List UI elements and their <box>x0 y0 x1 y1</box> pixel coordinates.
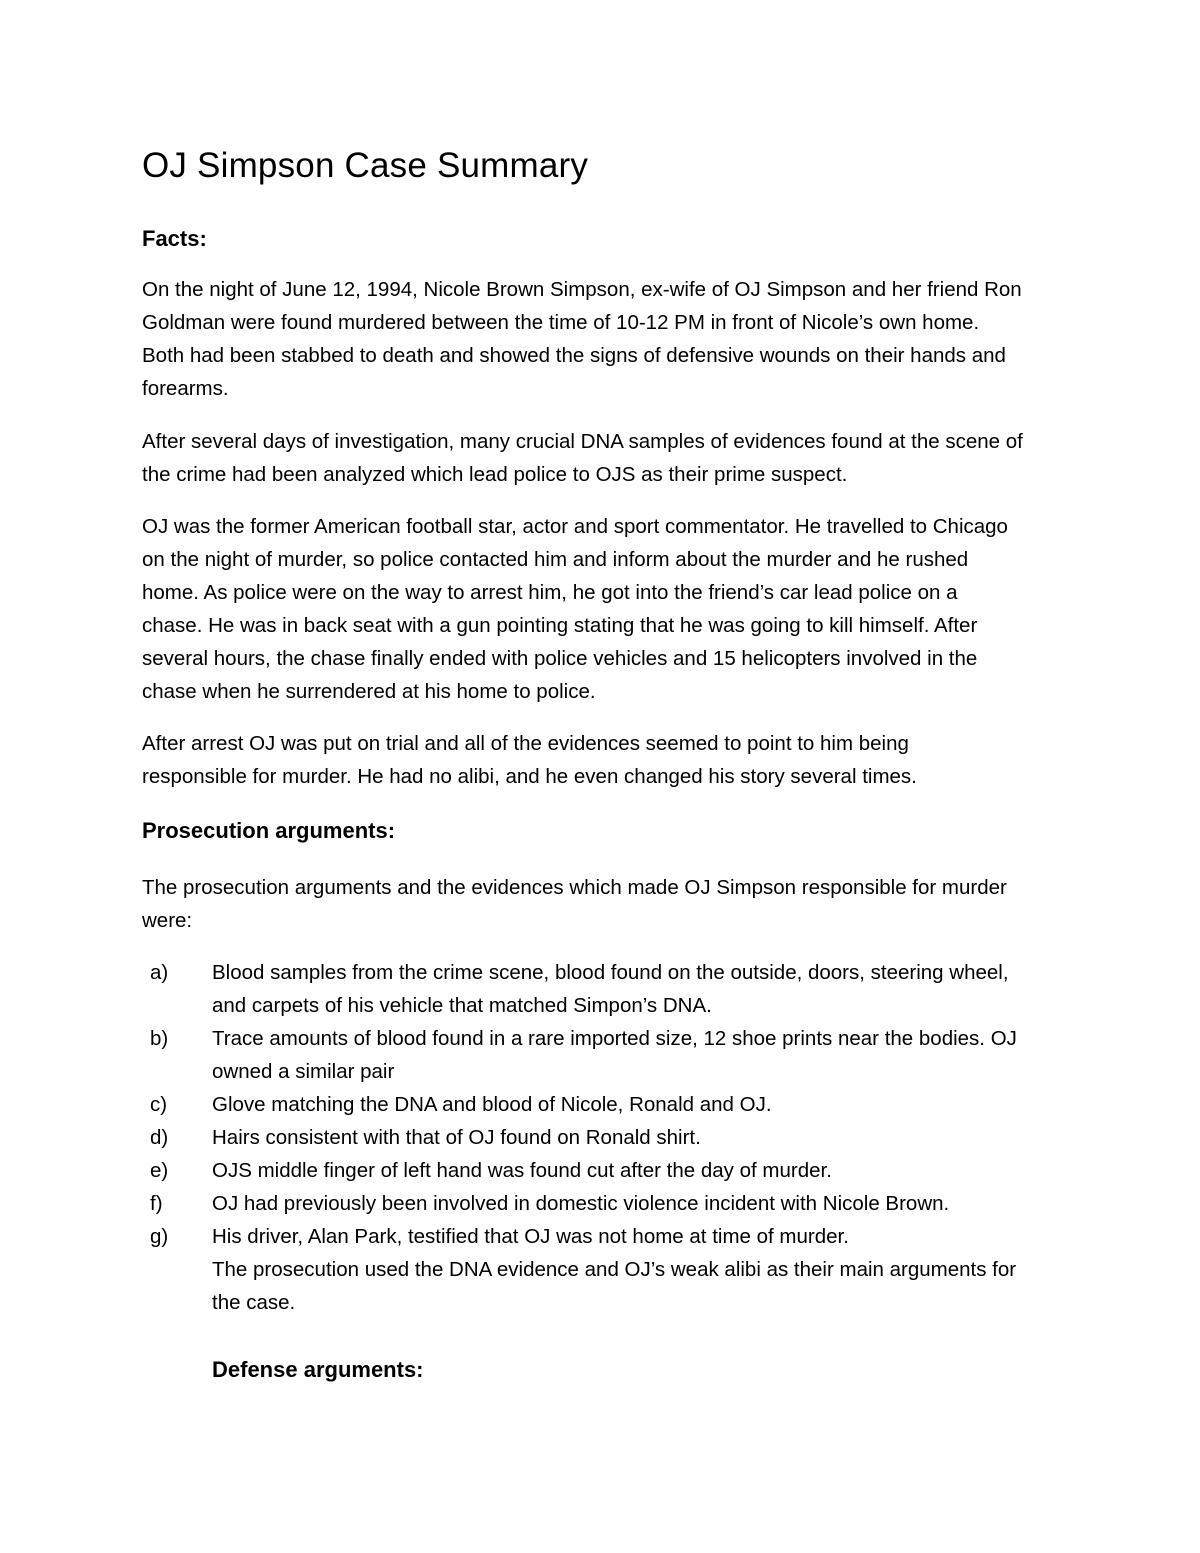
facts-paragraph-2 <box>142 425 1072 491</box>
defense-heading: Defense arguments: <box>212 1357 424 1382</box>
prosecution-closing <box>212 1253 1072 1319</box>
text-line: After several days of investigation, many crucial DNA samples of evidences found at the scene of <box>142 430 1023 453</box>
prosecution-heading: Prosecution arguments: <box>142 818 396 843</box>
list-item <box>142 1088 1072 1121</box>
text-line: Goldman were found murdered between the time of 10-12 PM in front of Nicole’s own home. <box>142 311 980 334</box>
list-marker: d) <box>150 1126 169 1149</box>
list-marker: b) <box>150 1027 169 1050</box>
text-line: His driver, Alan Park, testified that OJ was not home at time of murder. <box>212 1225 849 1248</box>
facts-heading: Facts: <box>142 226 207 251</box>
list-item <box>142 1121 1072 1154</box>
text-line: were: <box>142 909 193 932</box>
prosecution-evidence-list <box>142 956 1072 1253</box>
text-line: Both had been stabbed to death and showed the signs of defensive wounds on their hands and <box>142 344 1006 367</box>
list-item <box>142 956 1072 1022</box>
prosecution-intro <box>142 871 1072 937</box>
facts-paragraph-1 <box>142 273 1072 405</box>
text-line: The prosecution arguments and the evidences which made OJ Simpson responsible for murder <box>142 876 1007 899</box>
text-line: several hours, the chase finally ended with police vehicles and 15 helicopters involved in the <box>142 647 978 670</box>
text-line: OJ was the former American football star, actor and sport commentator. He travelled to Chicago <box>142 515 1008 538</box>
text-line: OJS middle finger of left hand was found cut after the day of murder. <box>212 1159 832 1182</box>
list-marker: f) <box>150 1192 163 1215</box>
list-item <box>142 1220 1072 1253</box>
facts-paragraph-4 <box>142 727 1072 793</box>
text-line: On the night of June 12, 1994, Nicole Brown Simpson, ex-wife of OJ Simpson and her friend Ron <box>142 278 1022 301</box>
text-line: the crime had been analyzed which lead police to OJS as their prime suspect. <box>142 463 848 486</box>
text-line: owned a similar pair <box>212 1060 395 1083</box>
text-line: Glove matching the DNA and blood of Nicole, Ronald and OJ. <box>212 1093 772 1116</box>
list-item <box>142 1022 1072 1088</box>
text-line: Trace amounts of blood found in a rare imported size, 12 shoe prints near the bodies. OJ <box>212 1027 1017 1050</box>
text-line: forearms. <box>142 377 229 400</box>
text-line: The prosecution used the DNA evidence and OJ’s weak alibi as their main arguments for <box>212 1258 1017 1281</box>
list-item <box>142 1154 1072 1187</box>
text-line: on the night of murder, so police contacted him and inform about the murder and he rushed <box>142 548 969 571</box>
text-line: chase when he surrendered at his home to police. <box>142 680 596 703</box>
list-marker: a) <box>150 961 169 984</box>
text-line: Blood samples from the crime scene, blood found on the outside, doors, steering wheel, <box>212 961 1009 984</box>
text-line: home. As police were on the way to arrest him, he got into the friend’s car lead police on a <box>142 581 958 604</box>
text-line: chase. He was in back seat with a gun pointing stating that he was going to kill himself. After <box>142 614 978 637</box>
list-item <box>142 1187 1072 1220</box>
document-title: OJ Simpson Case Summary <box>142 146 589 185</box>
text-line: After arrest OJ was put on trial and all of the evidences seemed to point to him being <box>142 732 909 755</box>
text-line: the case. <box>212 1291 296 1314</box>
text-line: responsible for murder. He had no alibi, and he even changed his story several times. <box>142 765 917 788</box>
list-marker: e) <box>150 1159 169 1182</box>
text-line: OJ had previously been involved in domestic violence incident with Nicole Brown. <box>212 1192 950 1215</box>
list-marker: c) <box>150 1093 168 1116</box>
text-line: and carpets of his vehicle that matched Simpon’s DNA. <box>212 994 712 1017</box>
list-marker: g) <box>150 1225 169 1248</box>
facts-paragraph-3 <box>142 510 1072 708</box>
text-line: Hairs consistent with that of OJ found on Ronald shirt. <box>212 1126 701 1149</box>
